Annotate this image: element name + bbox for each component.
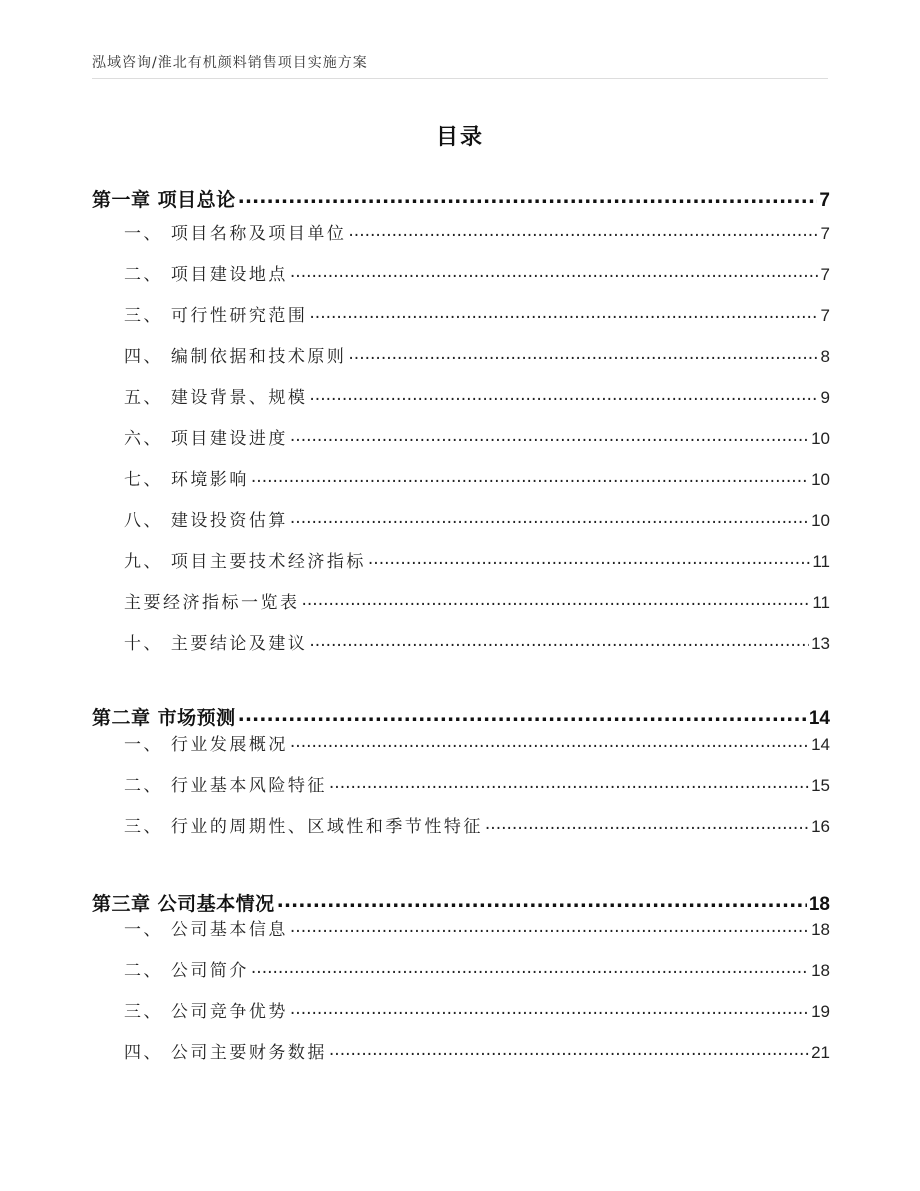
toc-page-number: 10 <box>811 470 830 489</box>
toc-section-entry[interactable] <box>124 260 830 285</box>
toc-section-entry[interactable] <box>124 301 830 326</box>
toc-entry-label: 一、 公司基本信息 <box>124 920 288 940</box>
toc-section-entry[interactable] <box>124 915 830 940</box>
toc-entry-label: 三、 公司竞争优势 <box>124 1002 288 1022</box>
toc-page-number: 11 <box>812 593 830 612</box>
toc-section-entry[interactable] <box>124 997 830 1022</box>
dot-leader <box>329 1041 809 1058</box>
toc-entry-label: 四、 编制依据和技术原则 <box>124 347 347 367</box>
toc-entry-label: 八、 建设投资估算 <box>124 511 288 531</box>
toc-entry-label: 第一章 项目总论 <box>92 189 236 211</box>
toc-entry-label: 二、 行业基本风险特征 <box>124 776 327 796</box>
toc-entry-label: 第三章 公司基本情况 <box>92 893 275 915</box>
toc-chapter-entry[interactable] <box>92 185 830 212</box>
dot-leader <box>302 591 811 608</box>
dot-leader <box>238 705 807 724</box>
dot-leader <box>251 468 809 485</box>
toc-section-entry[interactable] <box>124 506 830 531</box>
dot-leader <box>329 774 809 791</box>
toc-section-entry[interactable] <box>124 1038 830 1063</box>
toc-entry-label: 二、 项目建设地点 <box>124 265 288 285</box>
dot-leader <box>309 304 818 321</box>
toc-entry-label: 二、 公司简介 <box>124 961 249 981</box>
toc-section-entry[interactable] <box>124 588 830 613</box>
toc-section-entry[interactable] <box>124 465 830 490</box>
toc-page-number: 15 <box>811 776 830 795</box>
toc-entry-label: 第二章 市场预测 <box>92 707 236 729</box>
dot-leader <box>290 263 819 280</box>
toc-page-number: 18 <box>811 961 830 980</box>
toc-entry-label: 一、 行业发展概况 <box>124 735 288 755</box>
dot-leader <box>348 222 818 239</box>
toc-page-number: 11 <box>812 552 830 571</box>
dot-leader <box>290 427 809 444</box>
toc-page-number: 7 <box>819 190 830 211</box>
dot-leader <box>290 509 809 526</box>
dot-leader <box>290 1000 809 1017</box>
toc-page-number: 18 <box>808 894 830 915</box>
toc-page-number: 21 <box>811 1043 830 1062</box>
toc-section-entry[interactable] <box>124 383 830 408</box>
dot-leader <box>309 632 809 649</box>
toc-title: 目录 <box>435 125 484 150</box>
dot-leader <box>238 187 818 206</box>
toc-section-entry[interactable] <box>124 771 830 796</box>
toc-entry-label: 主要经济指标一览表 <box>124 593 300 613</box>
toc-section-entry[interactable] <box>124 956 830 981</box>
dot-leader <box>277 891 807 910</box>
toc-page-number: 9 <box>820 388 830 407</box>
toc-section-entry[interactable] <box>124 342 830 367</box>
toc-section-entry[interactable] <box>124 812 830 837</box>
toc-section-entry[interactable] <box>124 547 830 572</box>
toc-entry-label: 三、 可行性研究范围 <box>124 306 308 326</box>
dot-leader <box>485 815 809 832</box>
toc-section-entry[interactable] <box>124 219 830 244</box>
dot-leader <box>309 386 818 403</box>
dot-leader <box>290 733 809 750</box>
toc-entry-label: 六、 项目建设进度 <box>124 429 288 449</box>
toc-entry-label: 十、 主要结论及建议 <box>124 634 308 654</box>
toc-section-entry[interactable] <box>124 424 830 449</box>
toc-entry-label: 九、 项目主要技术经济指标 <box>124 552 366 572</box>
toc-entry-label: 一、 项目名称及项目单位 <box>124 224 347 244</box>
toc-entry-label: 五、 建设背景、规模 <box>124 388 308 408</box>
toc-chapter-entry[interactable] <box>92 889 830 916</box>
dot-leader <box>290 918 809 935</box>
toc-section-entry[interactable] <box>124 629 830 654</box>
toc-page-number: 16 <box>811 817 830 836</box>
toc-entry-label: 四、 公司主要财务数据 <box>124 1043 327 1063</box>
toc-page-number: 8 <box>820 347 830 366</box>
toc-section-entry[interactable] <box>124 730 830 755</box>
dot-leader <box>348 345 818 362</box>
toc-page-number: 10 <box>811 429 830 448</box>
toc-page-number: 10 <box>811 511 830 530</box>
toc-page-number: 7 <box>820 224 830 243</box>
dot-leader <box>368 550 810 567</box>
dot-leader <box>251 959 809 976</box>
toc-entry-label: 七、 环境影响 <box>124 470 249 490</box>
toc-page-number: 19 <box>811 1002 830 1021</box>
toc-page-number: 13 <box>811 634 830 653</box>
toc-page-number: 14 <box>811 735 830 754</box>
running-header: 泓域咨询/淮北有机颜料销售项目实施方案 <box>92 55 368 71</box>
toc-page-number: 7 <box>820 265 830 284</box>
toc-page-number: 18 <box>811 920 830 939</box>
toc-page-number: 14 <box>808 708 830 729</box>
toc-chapter-entry[interactable] <box>92 703 830 730</box>
toc-page-number: 7 <box>820 306 830 325</box>
toc-entry-label: 三、 行业的周期性、区域性和季节性特征 <box>124 817 483 837</box>
header-divider <box>92 78 828 79</box>
